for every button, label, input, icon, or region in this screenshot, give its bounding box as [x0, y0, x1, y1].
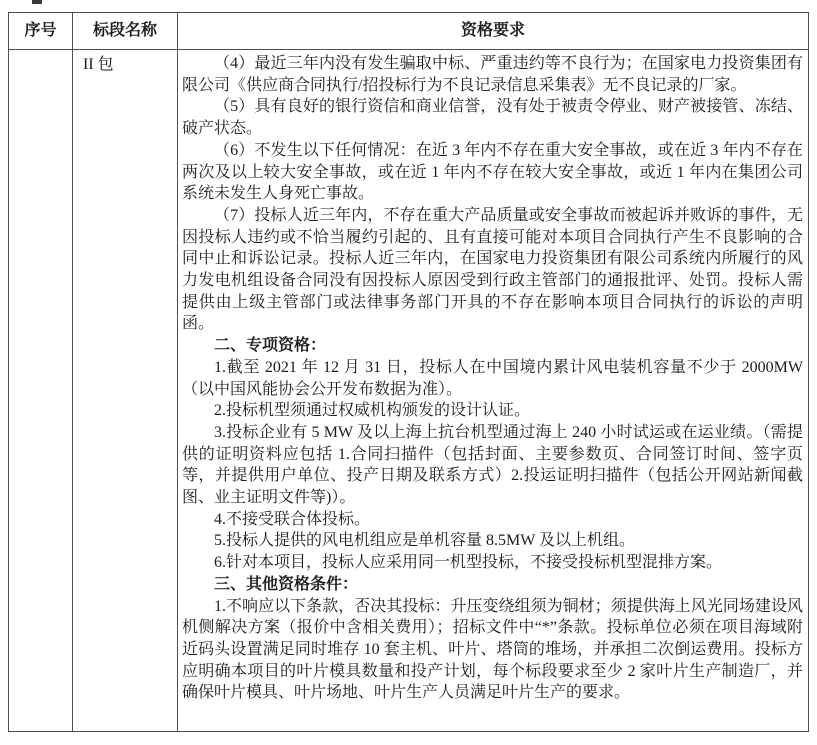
qualification-table [8, 12, 809, 732]
requirement-paragraph: （5）具有良好的银行资信和商业信誉，没有处于被责令停业、财产被接管、冻结、破产状态。 [182, 98, 803, 138]
page-edge-artifact [32, 0, 42, 4]
cell-serial-number [9, 50, 73, 732]
requirement-paragraph: （7）投标人近三年内，不存在重大产品质量或安全事故而被起诉并败诉的事件，无因投标人违约或不恰当履约引起的、且有直接可能对本项目合同执行产生不良影响的合同中止和诉讼记录。投标人近三年内，在国家电力投资集团有限公司系统内所履行的风力发电机组设备合同没有因投标人原因受到行政主管部门的通报批评、处罚。投标人需提供由上级主管部门或法律事务部门开具的不存在影响本项目合同执行的诉讼的声明函。 [182, 206, 803, 333]
header-qualification-requirements: 资格要求 [178, 13, 809, 50]
requirement-paragraph: 3.投标企业有 5 MW 及以上海上抗台机型通过海上 240 小时试运或在运业绩。（需提供的证明资料应包括 1.合同扫描件（包括封面、主要参数页、合同签订时间、签字页等，并提供用户单位、投产日期及联系方式）2.投运证明扫描件（包括公开网站新闻截图、业主证明文件等)）。 [182, 423, 803, 507]
requirement-section-heading: 二、专项资格： [214, 337, 327, 355]
requirement-section-heading: 三、其他资格条件： [214, 575, 359, 593]
requirement-paragraph: 2.投标机型须通过权威机构颁发的设计认证。 [214, 402, 531, 420]
cell-section-name: II 包 [73, 50, 178, 732]
requirement-paragraph: （6）不发生以下任何情况：在近 3 年内不存在重大安全事故，或在近 3 年内不存在两次及以上较大安全事故，或在近 1 年内不存在较大安全事故，或近 1 年内在集团公司系统未发生人身死亡事故。 [182, 141, 803, 203]
requirement-paragraph: 5.投标人提供的风电机组应是单机容量 8.5MW 及以上机组。 [214, 532, 636, 550]
cell-qualification-requirements [178, 50, 809, 732]
requirements-list [182, 53, 803, 704]
requirement-paragraph: 1.不响应以下条款，否决其投标：升压变绕组须为铜材；须提供海上风光同场建设风机侧解决方案（报价中含相关费用）；招标文件中“*”条款。投标单位必须在项目海域附近码头设置满足同时堆存 10 套主机、叶片、塔筒的堆场，并承担二次倒运费用。投标方应明确本项目的叶片模具数量和投产计划，每个标段要求至少 2 家叶片生产制造厂，并确保叶片模具、叶片场地、叶片生产人员满足叶片生产的要求。 [182, 597, 803, 702]
table-row [9, 50, 809, 732]
header-section-name: 标段名称 [73, 13, 178, 50]
header-serial-number: 序号 [9, 13, 73, 50]
requirement-paragraph: 4.不接受联合体投标。 [214, 510, 371, 528]
requirement-paragraph: 6.针对本项目，投标人应采用同一机型投标，不接受投标机型混排方案。 [214, 554, 723, 572]
requirement-paragraph: 1.截至 2021 年 12 月 31 日，投标人在中国境内累计风电装机容量不少于 2000MW（以中国风能协会公开发布数据为准）。 [182, 358, 803, 398]
requirement-paragraph: （4）最近三年内没有发生骗取中标、严重违约等不良行为；在国家电力投资集团有限公司《供应商合同执行/招投标行为不良记录信息采集表》无不良记录的厂家。 [182, 55, 803, 94]
table-header-row [9, 13, 809, 50]
